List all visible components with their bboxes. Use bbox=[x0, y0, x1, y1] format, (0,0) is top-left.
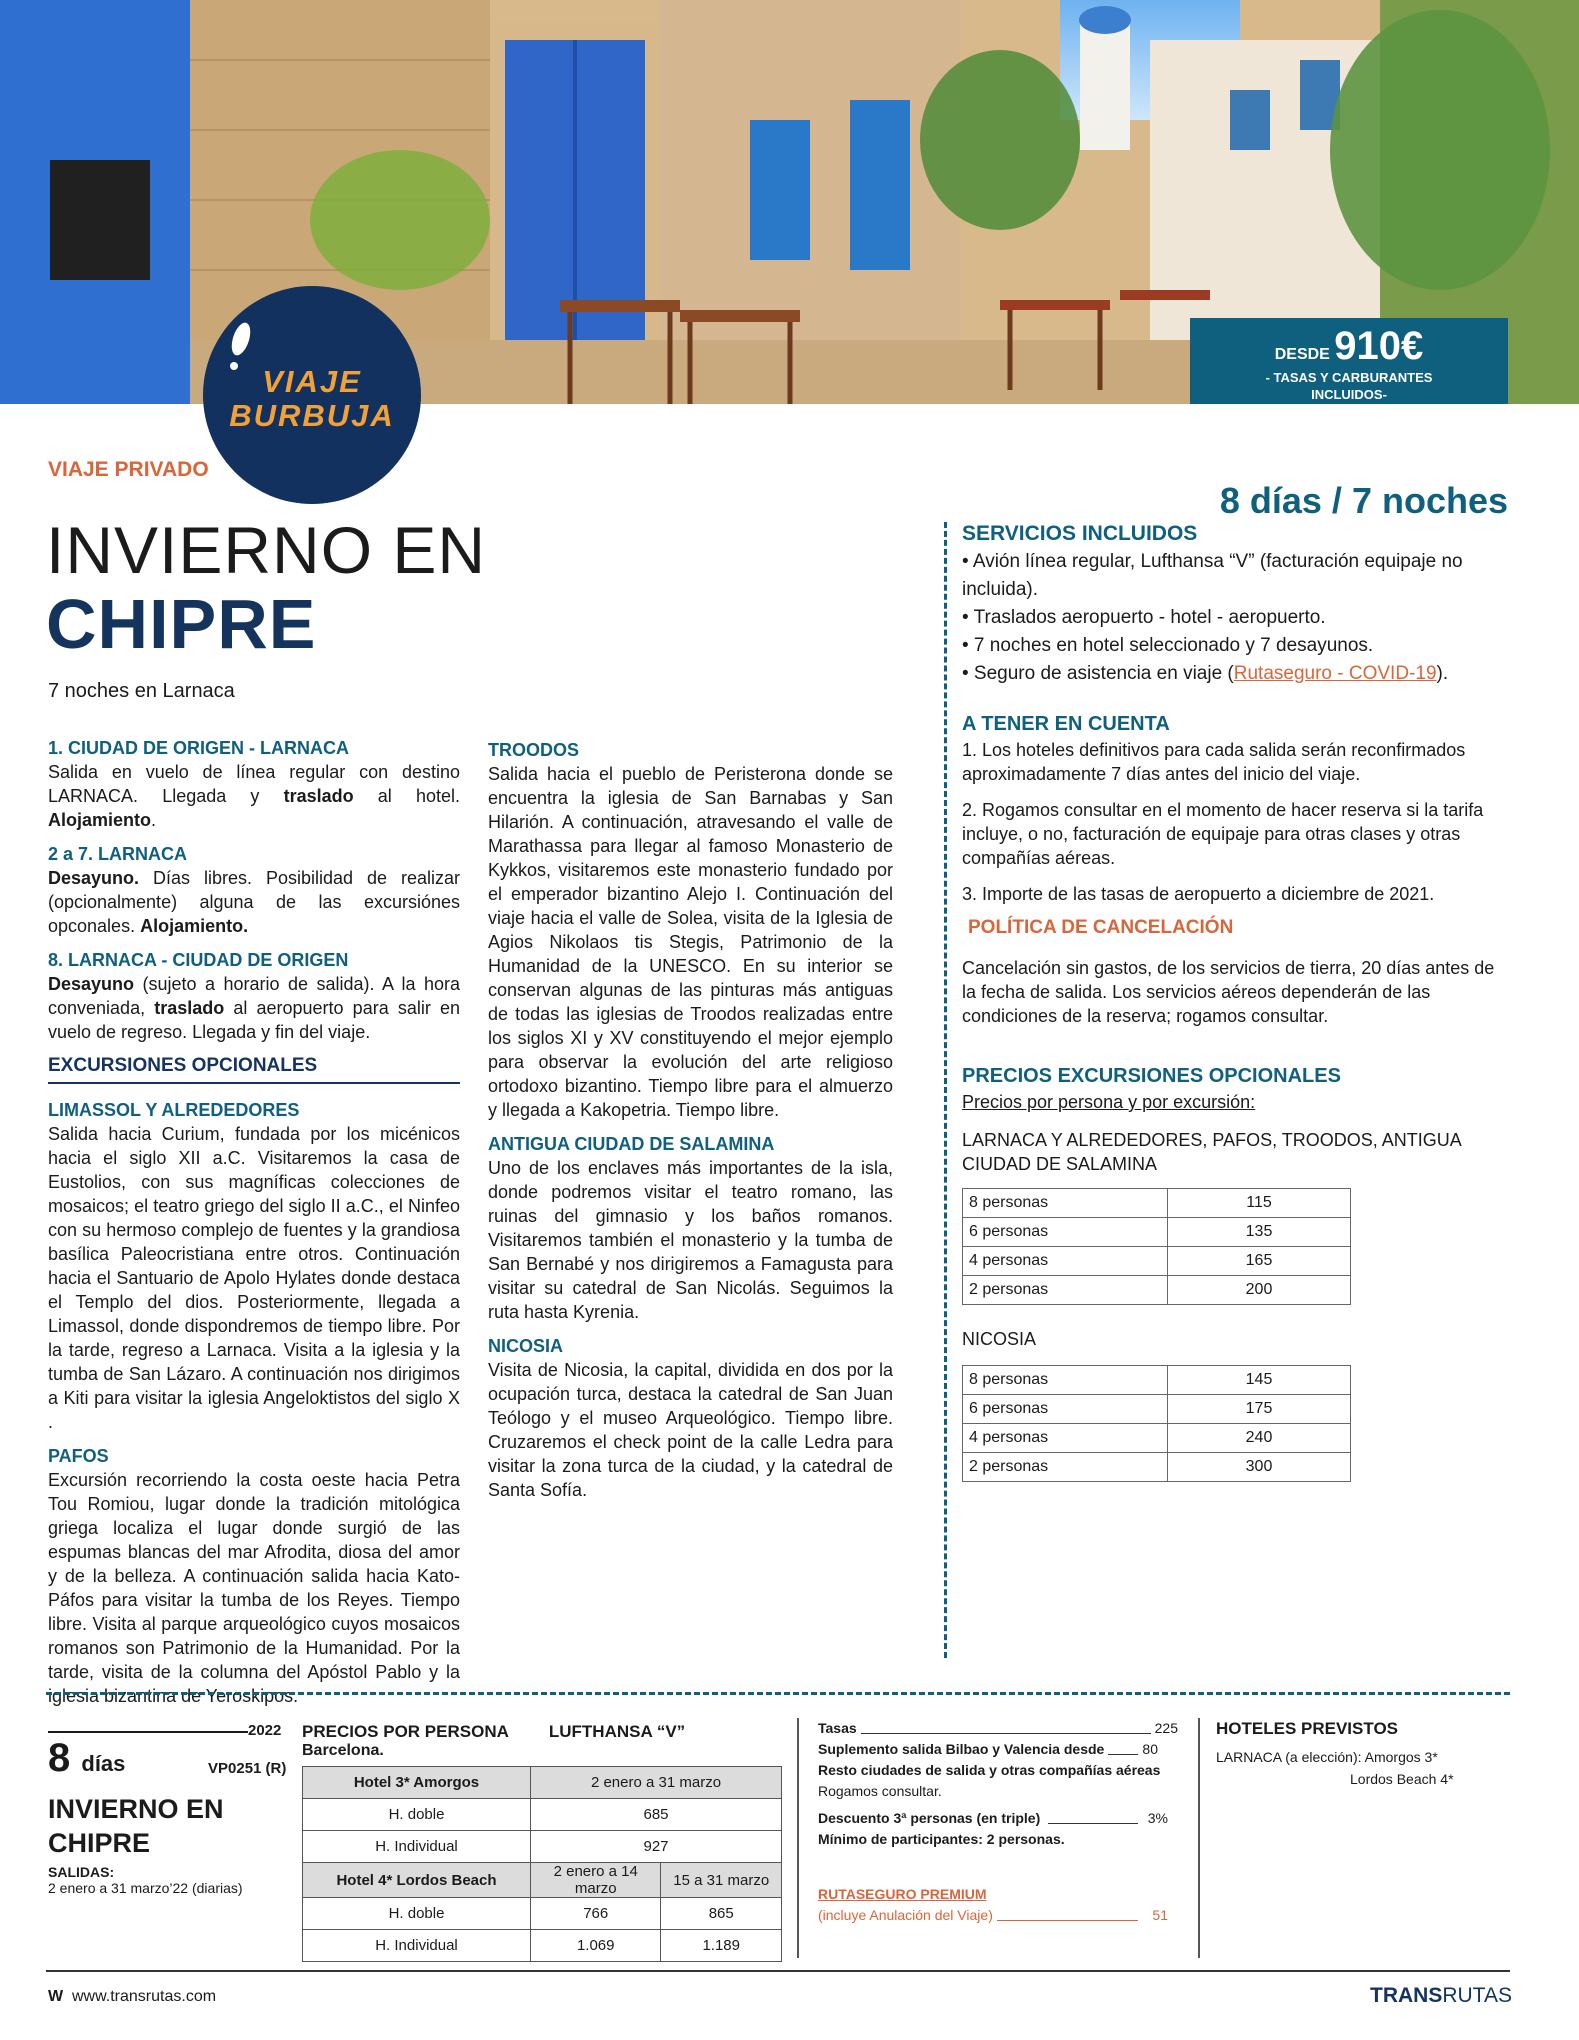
prices-heading bbox=[302, 1722, 782, 1742]
footer-letter: W bbox=[48, 1988, 64, 2005]
summary-days-number: 8 bbox=[48, 1736, 71, 1780]
room-type: H. doble bbox=[303, 1799, 531, 1831]
room-price: 1.189 bbox=[661, 1930, 782, 1962]
room-price: 766 bbox=[531, 1898, 661, 1930]
service-item-2: • Traslados aeropuerto - hotel - aeropuerto. bbox=[962, 607, 1326, 628]
room-price: 685 bbox=[531, 1799, 782, 1831]
day2-text bbox=[48, 866, 460, 938]
resto-note: Rogamos consultar. bbox=[818, 1783, 942, 1799]
day8-text bbox=[48, 972, 460, 1044]
row-price: 165 bbox=[1168, 1247, 1351, 1276]
rutaseguro-link[interactable]: Rutaseguro - COVID-19 bbox=[1233, 663, 1437, 684]
row-price: 175 bbox=[1168, 1395, 1351, 1424]
row-label: 8 personas bbox=[963, 1189, 1168, 1218]
nicosia-text: Visita de Nicosia, la capital, dividida en dos por la ocupación turca, destaca la catedral de San Juan Teólogo y el museo Arqueológico. Tiempo libre. Cruzaremos el check point de la calle Ledra para visitar la zona turca de la ciudad, y la catedral de Santa Sofía. bbox=[488, 1360, 893, 1500]
vertical-separator bbox=[1198, 1718, 1200, 1958]
day1-title: 1. CIUDAD DE ORIGEN - LARNACA bbox=[48, 738, 350, 758]
table-row bbox=[963, 1218, 1351, 1247]
row-price: 145 bbox=[1168, 1366, 1351, 1395]
transrutas-logo bbox=[1370, 1984, 1512, 2008]
table-row bbox=[963, 1395, 1351, 1424]
row-label: 6 personas bbox=[963, 1395, 1168, 1424]
row-price: 300 bbox=[1168, 1453, 1351, 1482]
page-title-line-2: CHIPRE bbox=[46, 585, 317, 663]
excursions-heading: EXCURSIONES OPCIONALES bbox=[48, 1054, 460, 1084]
salidas-label: SALIDAS: bbox=[48, 1864, 115, 1880]
excursion-group-2-label: NICOSIA bbox=[962, 1329, 1037, 1349]
table-row bbox=[303, 1799, 782, 1831]
excursion-group-1-label: LARNACA Y ALREDEDORES, PAFOS, TROODOS, ANTIGUA CIUDAD DE SALAMINA bbox=[962, 1130, 1461, 1174]
row-price: 115 bbox=[1168, 1189, 1351, 1218]
day1-text-c: al hotel. bbox=[353, 786, 461, 806]
price-from-box bbox=[1190, 318, 1508, 404]
table-row bbox=[963, 1366, 1351, 1395]
price-note-1: - TASAS Y CARBURANTES bbox=[1265, 370, 1433, 385]
pafos-text: Excursión recorriendo la costa oeste hacia Petra Tou Romiou, lugar donde la tradición mitológica griega localiza el lugar donde surgió de las espumas blancas del mar Afrodita, diosa del amor y de la belleza. A continuación salida hacia Kato-Páfos para visitar la tumba de los Reyes. Tiempo libre. Visita al parque arqueológico cuyos mosaicos romanos son Patrimonio de la Humanidad. Por la tarde, visita de la columna del Apóstol Pablo y la iglesia bizantina de Yeroskipos. bbox=[48, 1470, 460, 1706]
day2-text-b: Días libres. Posibilidad de realizar (opcionalmente) alguna de las excursiónes opconales. bbox=[48, 868, 460, 936]
cancel-text: Cancelación sin gastos, de los servicios de tierra, 20 días antes de la fecha de salida. Los servicios aéreos dependerán de las condiciones de la reserva; rogamos consultar. bbox=[962, 958, 1495, 1026]
table-row bbox=[303, 1767, 782, 1799]
summary-year: 2022 bbox=[248, 1722, 282, 1739]
row-price: 135 bbox=[1168, 1218, 1351, 1247]
desc-label: Descuento 3ª personas (en triple) bbox=[818, 1808, 1044, 1829]
tasas-label: Tasas bbox=[818, 1718, 861, 1739]
services-title: SERVICIOS INCLUIDOS bbox=[962, 522, 1198, 545]
table-row bbox=[303, 1863, 782, 1898]
excursion-prices-subtitle: Precios por persona y por excursión: bbox=[962, 1092, 1256, 1112]
room-price: 927 bbox=[531, 1831, 782, 1863]
logo-text-a: TRANS bbox=[1370, 1984, 1443, 2007]
day1-text-e: . bbox=[151, 810, 157, 830]
excursions-column bbox=[488, 738, 893, 1512]
column-divider bbox=[944, 522, 947, 1658]
price-table-block bbox=[302, 1722, 782, 1962]
trip-code: VP0251 (R) bbox=[208, 1760, 287, 1777]
note-3: 3. Importe de las tasas de aeropuerto a diciembre de 2021. bbox=[962, 884, 1435, 904]
summary-title-1: INVIERNO EN bbox=[48, 1794, 224, 1824]
excursion-price-table-2 bbox=[962, 1365, 1351, 1482]
table-row bbox=[303, 1930, 782, 1962]
prices-city: Barcelona. bbox=[302, 1742, 384, 1759]
pafos-title: PAFOS bbox=[48, 1446, 109, 1466]
trip-type: VIAJE PRIVADO bbox=[48, 458, 209, 481]
hotel3-period: 2 enero a 31 marzo bbox=[531, 1767, 782, 1799]
table-row bbox=[963, 1247, 1351, 1276]
trip-summary bbox=[48, 1722, 287, 1922]
hotel4-label: Hotel 4* Lordos Beach bbox=[303, 1863, 531, 1898]
itinerary-column bbox=[48, 736, 460, 1718]
hotel4-period-1: 2 enero a 14 marzo bbox=[531, 1863, 661, 1898]
limassol-text: Salida hacia Curium, fundada por los micénicos hacia el siglo XII a.C. Visitaremos la casa de Eustolios, con sus magníficas colecciones de mosaicos; el teatro griego del siglo II a.C., el Ninfeo con su hermoso complejo de fuentes y la grandiosa basílica Paleocristiana entre otros. Continuación hacia el Santuario de Apolo Hylates donde destaca el Templo del dios. Posteriormente, llegada a Limassol, donde dispondremos de tiempo libre. Por la tarde, regreso a Larnaca. Visita a la iglesia y la tumba de San Lázaro. A continuación nos dirigimos a Kiti para visitar la iglesia Angeloktistos del siglo X . bbox=[48, 1124, 460, 1432]
limassol-title: LIMASSOL Y ALREDEDORES bbox=[48, 1100, 300, 1120]
day8-text-a: Desayuno bbox=[48, 974, 135, 994]
row-label: 2 personas bbox=[963, 1276, 1168, 1305]
page-subtitle: 7 noches en Larnaca bbox=[48, 680, 235, 702]
badge-line-1: VIAJE bbox=[262, 364, 362, 399]
salamina-text: Uno de los enclaves más importantes de la isla, donde podremos visitar el teatro romano, las ruinas del gimnasio y los baños romanos. Visitaremos también el monasterio y la tumba de San Bernabé y nos dirigiremos a Famagusta para visitar su catedral de San Nicolás. Seguimos la ruta hasta Kyrenia. bbox=[488, 1158, 893, 1322]
tasas-value: 225 bbox=[1151, 1718, 1178, 1739]
note-1: 1. Los hoteles definitivos para cada salida serán reconfirmados aproximadamente 7 días antes del inicio del viaje. bbox=[962, 740, 1466, 784]
room-type: H. Individual bbox=[303, 1831, 531, 1863]
desc-row bbox=[818, 1808, 1178, 1829]
troodos-title: TROODOS bbox=[488, 740, 580, 760]
row-label: 6 personas bbox=[963, 1218, 1168, 1247]
logo-text-b: RUTAS bbox=[1442, 1984, 1512, 2007]
troodos-text: Salida hacia el pueblo de Peristerona donde se encuentra la iglesia de San Barnabas y San Hilarión. A continuación, atravesando el valle de Marathassa para llegar al famoso Monasterio de Kykkos, visitaremos este monasterio fundado por el emperador bizantino Alejo I. Continuación del viaje hacia el valle de Solea, visita de la Iglesia de Agios Nikolaos tis Stegis, Patrimonio de la Humanidad de la UNESCO. En su interior se conservan algunas de las pinturas más antiguas de todas las iglesias de Troodos realizadas entre los siglos XI y XV constituyendo el mejor ejemplo para observar la evolución del arte religioso ortodoxo bizantino. Tiempo libre para el almuerzo y llegada a Kakopetria. Tiempo libre. bbox=[488, 764, 893, 1120]
table-row bbox=[963, 1453, 1351, 1482]
excursion-price-table-1 bbox=[962, 1188, 1351, 1305]
table-row bbox=[963, 1189, 1351, 1218]
nicosia-title: NICOSIA bbox=[488, 1336, 564, 1356]
row-label: 4 personas bbox=[963, 1424, 1168, 1453]
day2-text-c: Alojamiento. bbox=[140, 916, 249, 936]
day8-text-d: al aeropuerto para salir en vuelo de regreso. Llegada y fin del viaje. bbox=[48, 998, 460, 1042]
hotel3-label: Hotel 3* Amorgos bbox=[303, 1767, 531, 1799]
excursion-prices-title: PRECIOS EXCURSIONES OPCIONALES bbox=[962, 1065, 1341, 1087]
day1-text-d: Alojamiento bbox=[48, 810, 152, 830]
tasas-row bbox=[818, 1718, 1178, 1739]
premium-row bbox=[818, 1905, 1178, 1926]
premium-note: (incluye Anulación del Viaje) bbox=[818, 1905, 997, 1926]
price-prefix: DESDE bbox=[1274, 346, 1330, 363]
row-label: 8 personas bbox=[963, 1366, 1168, 1395]
supl-value: 80 bbox=[1138, 1739, 1158, 1760]
notes-title: A TENER EN CUENTA bbox=[962, 713, 1170, 735]
day1-text-b: traslado bbox=[283, 786, 354, 806]
table-row bbox=[963, 1424, 1351, 1453]
footer-url bbox=[48, 1988, 216, 2006]
summary-title-2: CHIPRE bbox=[48, 1828, 151, 1858]
room-price: 865 bbox=[661, 1898, 782, 1930]
row-label: 4 personas bbox=[963, 1247, 1168, 1276]
table-row bbox=[963, 1276, 1351, 1305]
summary-title bbox=[48, 1792, 224, 1860]
hotel-price-table bbox=[302, 1766, 782, 1962]
row-label: 2 personas bbox=[963, 1453, 1168, 1482]
badge-line-2: BURBUJA bbox=[229, 398, 395, 433]
section-divider bbox=[46, 1692, 1510, 1695]
page-title-line-1: INVIERNO EN bbox=[46, 513, 487, 587]
service-item-4-b: ). bbox=[1436, 663, 1449, 684]
note-2: 2. Rogamos consultar en el momento de hacer reserva si la tarifa incluye, o no, facturación de equipaje para otras clases y otras compañías aéreas. bbox=[962, 800, 1484, 868]
trip-duration: 8 días / 7 noches bbox=[1219, 480, 1508, 521]
summary-days bbox=[48, 1736, 125, 1781]
prices-airline: LUFTHANSA “V” bbox=[548, 1722, 686, 1741]
price-note-2: INCLUIDOS- bbox=[1311, 387, 1387, 402]
room-price: 1.069 bbox=[531, 1930, 661, 1962]
summary-days-word: días bbox=[81, 1751, 126, 1776]
resto-label: Resto ciudades de salida y otras compañías aéreas bbox=[818, 1762, 1161, 1778]
cancel-title: POLÍTICA DE CANCELACIÓN bbox=[968, 917, 1234, 938]
extras-block bbox=[818, 1718, 1178, 1926]
day2-title: 2 a 7. LARNACA bbox=[48, 844, 188, 864]
day8-title: 8. LARNACA - CIUDAD DE ORIGEN bbox=[48, 950, 349, 970]
day2-text-a: Desayuno. bbox=[48, 868, 140, 888]
table-row bbox=[303, 1898, 782, 1930]
table-row bbox=[303, 1831, 782, 1863]
day1-text bbox=[48, 760, 460, 832]
row-price: 240 bbox=[1168, 1424, 1351, 1453]
salidas-dates: 2 enero a 31 marzo’22 (diarias) bbox=[48, 1880, 243, 1896]
hotels-title: HOTELES PREVISTOS bbox=[1216, 1719, 1399, 1738]
desc-value: 3% bbox=[1144, 1808, 1168, 1829]
service-item-4-a: • Seguro de asistencia en viaje ( bbox=[962, 663, 1234, 684]
hotels-line-1: LARNACA (a elección): Amorgos 3* bbox=[1216, 1749, 1438, 1765]
row-price: 200 bbox=[1168, 1276, 1351, 1305]
website-link[interactable]: www.transrutas.com bbox=[72, 1988, 217, 2005]
prices-heading-text: PRECIOS POR PERSONA bbox=[302, 1722, 509, 1741]
premium-title[interactable]: RUTASEGURO PREMIUM bbox=[818, 1886, 987, 1902]
room-type: H. doble bbox=[303, 1898, 531, 1930]
bubble-icon bbox=[228, 320, 254, 357]
info-column bbox=[962, 520, 1510, 1482]
footer-rule bbox=[46, 1970, 1510, 1972]
service-item-3: • 7 noches en hotel seleccionado y 7 desayunos. bbox=[962, 635, 1374, 656]
premium-value: 51 bbox=[1148, 1905, 1168, 1926]
supl-row bbox=[818, 1739, 1178, 1760]
service-item-4 bbox=[962, 660, 1510, 688]
hotel4-period-2: 15 a 31 marzo bbox=[661, 1863, 782, 1898]
service-item-1: • Avión línea regular, Lufthansa “V” (facturación equipaje no incluida). bbox=[962, 551, 1463, 600]
price-amount: 910€ bbox=[1334, 324, 1424, 368]
room-type: H. Individual bbox=[303, 1930, 531, 1962]
year-rule bbox=[48, 1731, 248, 1733]
day8-text-c: traslado bbox=[154, 998, 225, 1018]
vertical-separator bbox=[797, 1718, 799, 1958]
min-participants: Mínimo de participantes: 2 personas. bbox=[818, 1831, 1065, 1847]
salamina-title: ANTIGUA CIUDAD DE SALAMINA bbox=[488, 1134, 775, 1154]
viaje-burbuja-badge bbox=[203, 286, 421, 504]
supl-label: Suplemento salida Bilbao y Valencia desde bbox=[818, 1739, 1108, 1760]
hotels-line-2: Lordos Beach 4* bbox=[1350, 1771, 1454, 1787]
day1-text-a: Salida en vuelo de línea regular con destino LARNACA. Llegada y bbox=[48, 762, 460, 806]
day8-text-b: (sujeto a horario de salida). A la hora conveniada, bbox=[48, 974, 460, 1018]
hotels-block bbox=[1216, 1718, 1516, 1790]
